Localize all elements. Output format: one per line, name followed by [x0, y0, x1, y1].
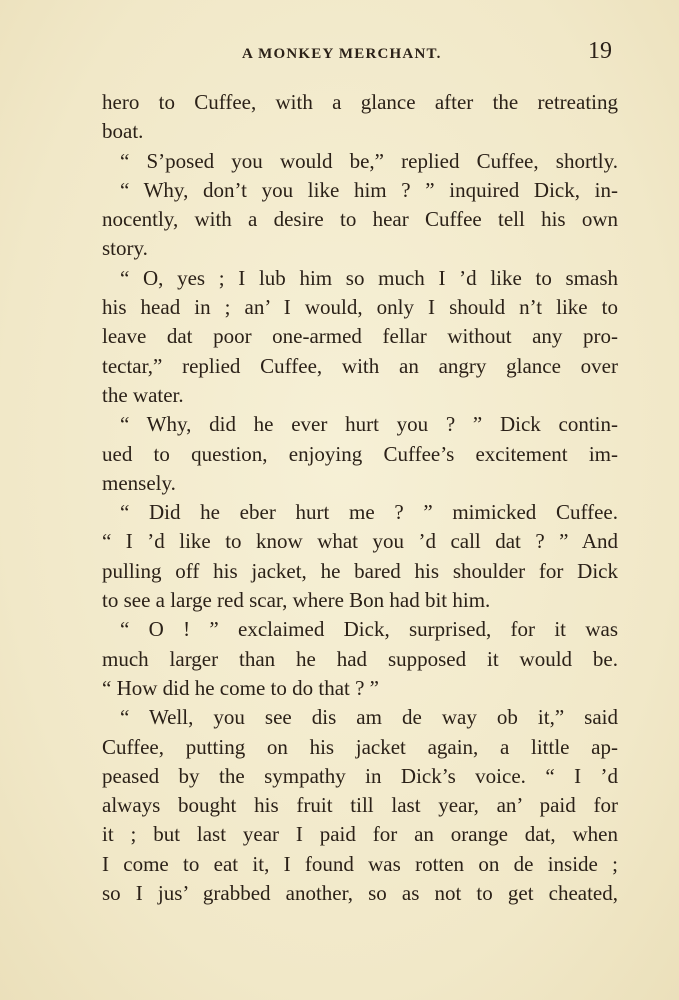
running-title: A MONKEY MERCHANT. — [242, 46, 442, 62]
text-line: boat. — [102, 119, 144, 144]
page-number: 19 — [588, 38, 612, 64]
text-line: “ Why, did he ever hurt you ? ” Dick contin- — [120, 412, 618, 437]
text-line: Cuffee, putting on his jacket again, a little ap- — [102, 734, 618, 759]
text-line: story. — [102, 236, 148, 261]
text-line: pulling off his jacket, he bared his shoulder for Dick — [102, 558, 618, 583]
text-line: “ S’posed you would be,” replied Cuffee, shortly. — [120, 148, 618, 173]
text-line: “ O, yes ; I lub him so much I ’d like to smash — [120, 265, 618, 290]
running-head — [100, 38, 620, 68]
text-line: “ Well, you see dis am de way ob it,” said — [120, 705, 618, 730]
text-line: “ How did he come to do that ? ” — [102, 675, 379, 700]
text-line: it ; but last year I paid for an orange dat, when — [102, 822, 618, 847]
text-line: “ O ! ” exclaimed Dick, surprised, for it was — [120, 617, 618, 642]
text-line: hero to Cuffee, with a glance after the retreating — [102, 90, 618, 114]
text-line: much larger than he had supposed it would be. — [102, 646, 618, 671]
text-line: peased by the sympathy in Dick’s voice. “ I ’d — [102, 763, 618, 788]
text-line: I come to eat it, I found was rotten on de inside ; — [102, 851, 618, 876]
text-line: “ Did he eber hurt me ? ” mimicked Cuffee. — [120, 500, 618, 525]
text-line: tectar,” replied Cuffee, with an angry glance over — [102, 353, 618, 378]
text-line: “ I ’d like to know what you ’d call dat ? ” And — [102, 529, 618, 554]
text-line: always bought his fruit till last year, an’ paid for — [102, 793, 618, 818]
text-line: the water. — [102, 382, 184, 407]
text-line: so I jus’ grabbed another, so as not to get cheated, — [102, 881, 618, 906]
text-line: mensely. — [102, 470, 176, 495]
text-line: “ Why, don’t you like him ? ” inquired Dick, in- — [120, 177, 618, 202]
text-line: leave dat poor one-armed fellar without any pro- — [102, 324, 618, 349]
text-line: ued to question, enjoying Cuffee’s excitement im- — [102, 441, 618, 466]
body-text — [102, 88, 618, 908]
text-line: nocently, with a desire to hear Cuffee tell his own — [102, 207, 618, 232]
text-line: to see a large red scar, where Bon had bit him. — [102, 588, 491, 613]
text-line: his head in ; an’ I would, only I should n’t like to — [102, 295, 618, 320]
